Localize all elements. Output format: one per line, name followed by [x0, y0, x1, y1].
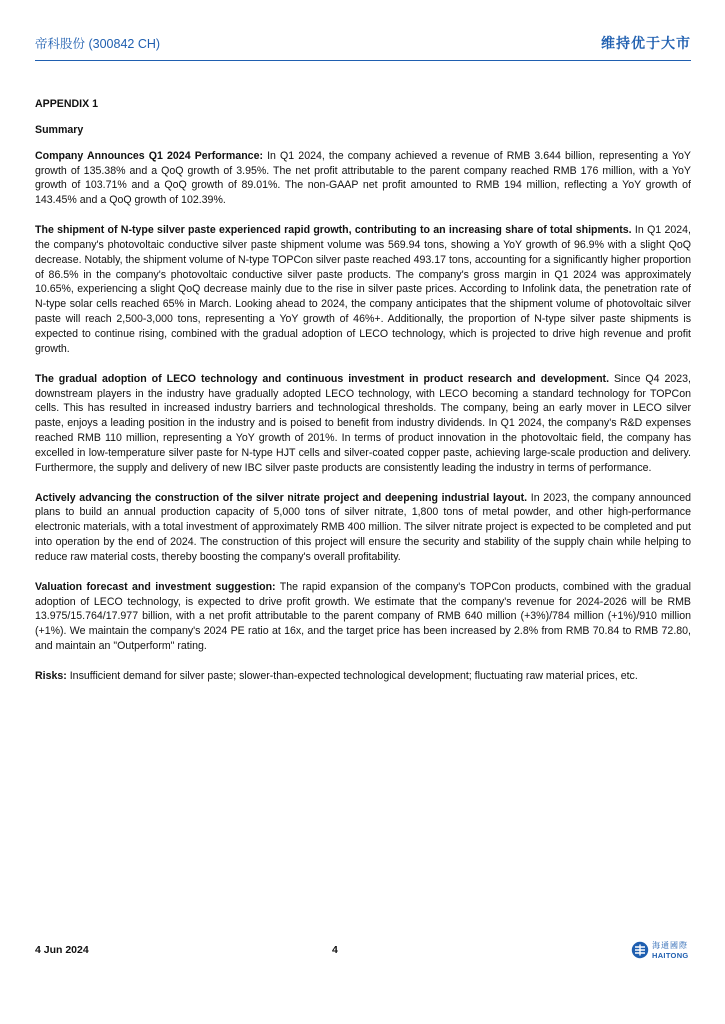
- paragraph-text: In Q1 2024, the company achieved a revenue of RMB 3.644 billion, representing a YoY growth of 135.38% and a QoQ growth of 3.95%. The net profit attributable to the parent company reached RMB 176 million, with a YoY growth of 103.71% and a QoQ growth of 89.01%. The non-GAAP net profit amounted to RMB 194 million, reflecting a YoY growth of 143.45% and a QoQ growth of 102.39%.: [35, 149, 691, 207]
- appendix-title: APPENDIX 1: [35, 98, 98, 110]
- paragraph-silver-nitrate: [35, 491, 691, 565]
- page-number: 4: [332, 944, 338, 956]
- summary-title: Summary: [35, 123, 84, 136]
- paragraph-lead: The gradual adoption of LECO technology and continuous investment in product research and development.: [35, 372, 610, 385]
- logo-text-cn: 海通國際: [652, 941, 688, 950]
- paragraph-q1-performance: [35, 149, 691, 208]
- paragraph-leco-adoption: [35, 372, 691, 476]
- company-ticker: 帝科股份 (300842 CH): [35, 37, 161, 51]
- header-divider: [35, 60, 691, 61]
- haitong-logo-icon: [631, 941, 649, 959]
- page-footer: [35, 941, 691, 966]
- paragraph-lead: The shipment of N-type silver paste experienced rapid growth, contributing to an increasing share of total shipments.: [35, 224, 632, 237]
- paragraph-n-type-shipments: [35, 223, 691, 357]
- paragraph-lead: Risks:: [35, 670, 67, 682]
- paragraph-text: In 2023, the company announced plans to build an annual production capacity of 5,000 tons of silver nitrate, 1,800 tons of metal powder, and other high-performance electronic materials, with a total investment of approximately RMB 400 million. The silver nitrate project is expected to be completed and put into operation by the end of 2024. The construction of this project will ensure the security and stability of the supply chain while helping to reduce raw material costs, thereby boosting the company's overall profitability.: [35, 491, 691, 563]
- haitong-logo: [631, 940, 691, 964]
- paragraph-text: The rapid expansion of the company's TOPCon products, combined with the gradual adoption of LECO technology, is expected to drive profit growth. We estimate that the company's revenue for 2024-2026 will be RMB 13.975/15.764/17.977 billion, with a net profit attributable to the parent company of RMB 640 million (+3%)/784 million (+1%)/910 million (+1%). We maintain the company's 2024 PE ratio at 16x, and the target price has been increased by 2.8% from RMB 70.84 to RMB 72.80, and maintain an "Outperform" rating.: [35, 580, 691, 653]
- paragraph-text: In Q1 2024, the company's photovoltaic conductive silver paste shipment volume was 569.94 tons, showing a YoY growth of 96.9% with a slight QoQ decrease. Notably, the shipment volume of N-type TOPCon silver paste reached 493.17 tons, accounting for a significantly higher proportion of 86.5% in the company's photovoltaic conductive silver paste products. The company's gross margin in Q1 2024 was approximately 10.65%, experiencing a slight QoQ decrease mainly due to the rise in silver paste prices. According to Infolink data, the penetration rate of N-type solar cells reached 65% in March. Looking ahead to 2024, the company anticipates that the shipment volume of photovoltaic silver paste will reach 2,500-3,000 tons, representing a YoY growth of 46%+. Additionally, the proportion of N-type silver paste shipments is expected to continue rising, combined with the gradual adoption of LECO technology, which is projected to drive high revenue and profit growth.: [35, 224, 692, 355]
- paragraph-text: Insufficient demand for silver paste; slower-than-expected technological development; fluctuating raw material prices, etc.: [66, 670, 638, 682]
- report-body: [35, 97, 691, 699]
- paragraph-lead: Valuation forecast and investment suggestion:: [35, 580, 276, 593]
- page-header: [35, 34, 691, 56]
- paragraph-valuation: [35, 580, 691, 654]
- paragraph-risks: [35, 669, 691, 684]
- paragraph-lead: Company Announces Q1 2024 Performance:: [35, 149, 263, 162]
- rating-slogan: 维持优于大市: [601, 35, 691, 51]
- paragraph-lead: Actively advancing the construction of the silver nitrate project and deepening industrial layout.: [35, 491, 528, 504]
- report-date: 4 Jun 2024: [35, 944, 89, 956]
- paragraph-text: Since Q4 2023, downstream players in the industry have gradually adopted LECO technology, with LECO becoming a standard technology for TOPCon cells. This has resulted in increased industry barriers and technological thresholds. The company, being an early mover in LECO silver paste, enjoys a leading position in the industry and is poised to benefit from industry dividends. In Q1 2024, the company's R&D expenses reached RMB 110 million, representing a YoY growth of 201%. In terms of product innovation in the photovoltaic field, the company has excelled in low-temperature silver paste for N-type HJT cells and silver-coated copper paste, achieving large-scale production and delivery. Furthermore, the supply and delivery of new IBC silver paste products are consistently leading the industry in terms of performance.: [35, 372, 691, 474]
- logo-text-en: HAITONG: [652, 951, 689, 960]
